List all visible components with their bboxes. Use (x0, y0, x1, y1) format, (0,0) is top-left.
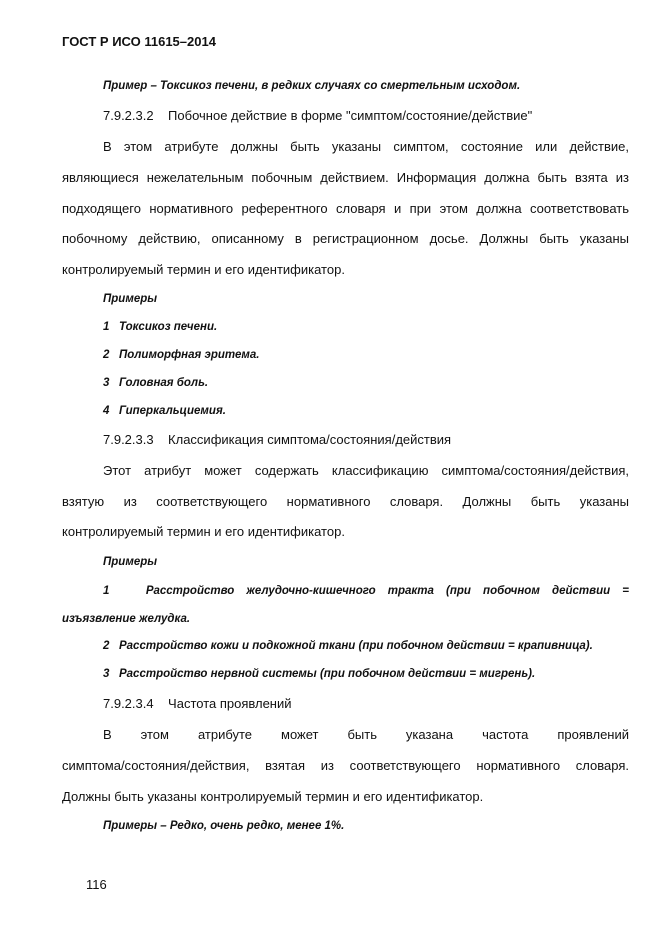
examples-heading: Примеры (103, 556, 158, 568)
examples-heading: Примеры (103, 293, 158, 305)
example-item: 2 Расстройство кожи и подкожной ткани (при побочном действии = крапивница). (103, 640, 593, 652)
page-number: 116 (86, 877, 107, 892)
example-item: 1 Расстройство желудочно-кишечного тракта (при побочном действии = (103, 585, 629, 597)
section-heading-7-9-2-3-3: 7.9.2.3.3 Классификация симптома/состояния/действия (103, 432, 452, 447)
example-item-continuation: изъязвление желудка. (62, 613, 191, 625)
example-item: 2 Полиморфная эритема. (103, 349, 260, 361)
example-item: 1 Токсикоз печени. (103, 321, 218, 333)
example-item: 3 Головная боль. (103, 377, 209, 389)
paragraph-line: В этом атрибуте должны быть указаны симптом, состояние или действие, (103, 139, 629, 154)
section-heading-7-9-2-3-2: 7.9.2.3.2 Побочное действие в форме "симптом/состояние/действие" (103, 108, 533, 123)
paragraph-line: Должны быть указаны контролируемый термин и его идентификатор. (62, 789, 484, 804)
paragraph-line: подходящего нормативного референтного словаря и при этом должна соответствовать (62, 201, 629, 216)
section-heading-7-9-2-3-4: 7.9.2.3.4 Частота проявлений (103, 696, 292, 711)
paragraph-line: контролируемый термин и его идентификатор. (62, 524, 345, 539)
paragraph-line: побочному действию, описанному в регистрационном досье. Должны быть указаны (62, 231, 629, 246)
paragraph-line: являющиеся нежелательным побочным действием. Информация должна быть взята из (62, 170, 629, 185)
paragraph-line: В этом атрибуте может быть указана частота проявлений (103, 727, 629, 742)
paragraph-line: контролируемый термин и его идентификатор. (62, 262, 345, 277)
paragraph-line: симптома/состояния/действия, взятая из соответствующего нормативного словаря. (62, 758, 629, 773)
example-item: 4 Гиперкальциемия. (103, 405, 226, 417)
example-item: 3 Расстройство нервной системы (при побочном действии = мигрень). (103, 668, 536, 680)
paragraph-line: Этот атрибут может содержать классификацию симптома/состояния/действия, (103, 463, 629, 478)
paragraph-line: взятую из соответствующего нормативного словаря. Должны быть указаны (62, 494, 629, 509)
example-line: Пример – Токсикоз печени, в редких случаях со смертельным исходом. (103, 80, 521, 92)
example-line: Примеры – Редко, очень редко, менее 1%. (103, 820, 345, 832)
document-header: ГОСТ Р ИСО 11615–2014 (62, 34, 216, 49)
